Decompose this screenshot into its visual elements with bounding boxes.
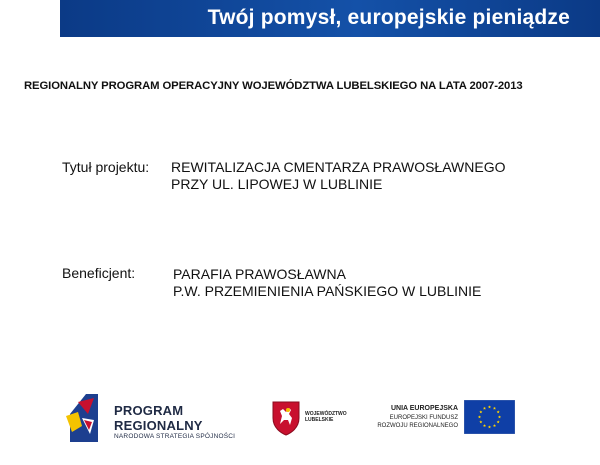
eu-logo-line-1: UNIA EUROPEJSKA [390,405,458,412]
project-title-line-1: REWITALIZACJA CMENTARZA PRAWOSŁAWNEGO [171,159,506,175]
eu-flag-icon [464,400,515,434]
beneficiary-line-1: PARAFIA PRAWOSŁAWNA [173,266,346,282]
voivodeship-logo-line-1: WOJEWÓDZTWO [305,411,347,417]
beneficiary-line-2: P.W. PRZEMIENIENIA PAŃSKIEGO W LUBLINIE [173,283,482,299]
program-logo-line-1: PROGRAM [114,403,184,418]
voivodeship-logo-line-2: LUBELSKIE [305,417,334,423]
beneficiary-label: Beneficjent: [62,265,136,281]
header-bar [0,0,600,37]
project-title-label: Tytuł projektu: [62,159,150,175]
project-title-value [171,159,505,193]
voivodeship-logo [271,400,361,436]
program-logo-line-2: REGIONALNY [114,418,203,433]
lubelskie-coat-of-arms-icon [271,400,301,436]
beneficiary-value [173,266,481,300]
slogan: Twój pomysł, europejskie pieniądze [207,6,570,29]
program-logo-subtitle: NARODOWA STRATEGIA SPÓJNOŚCI [114,433,236,440]
eu-logo-line-2: EUROPEJSKI FUNDUSZ [389,415,458,421]
program-regionalny-emblem-icon [64,390,104,446]
program-heading: REGIONALNY PROGRAM OPERACYJNY WOJEWÓDZTWA LUBELSKIEGO NA LATA 2007-2013 [24,80,523,92]
project-title-line-2: PRZY UL. LIPOWEJ W LUBLINIE [171,176,383,192]
program-regionalny-logo [64,390,254,446]
eu-logo [366,400,518,436]
eu-logo-line-3: ROZWOJU REGIONALNEGO [377,423,458,429]
